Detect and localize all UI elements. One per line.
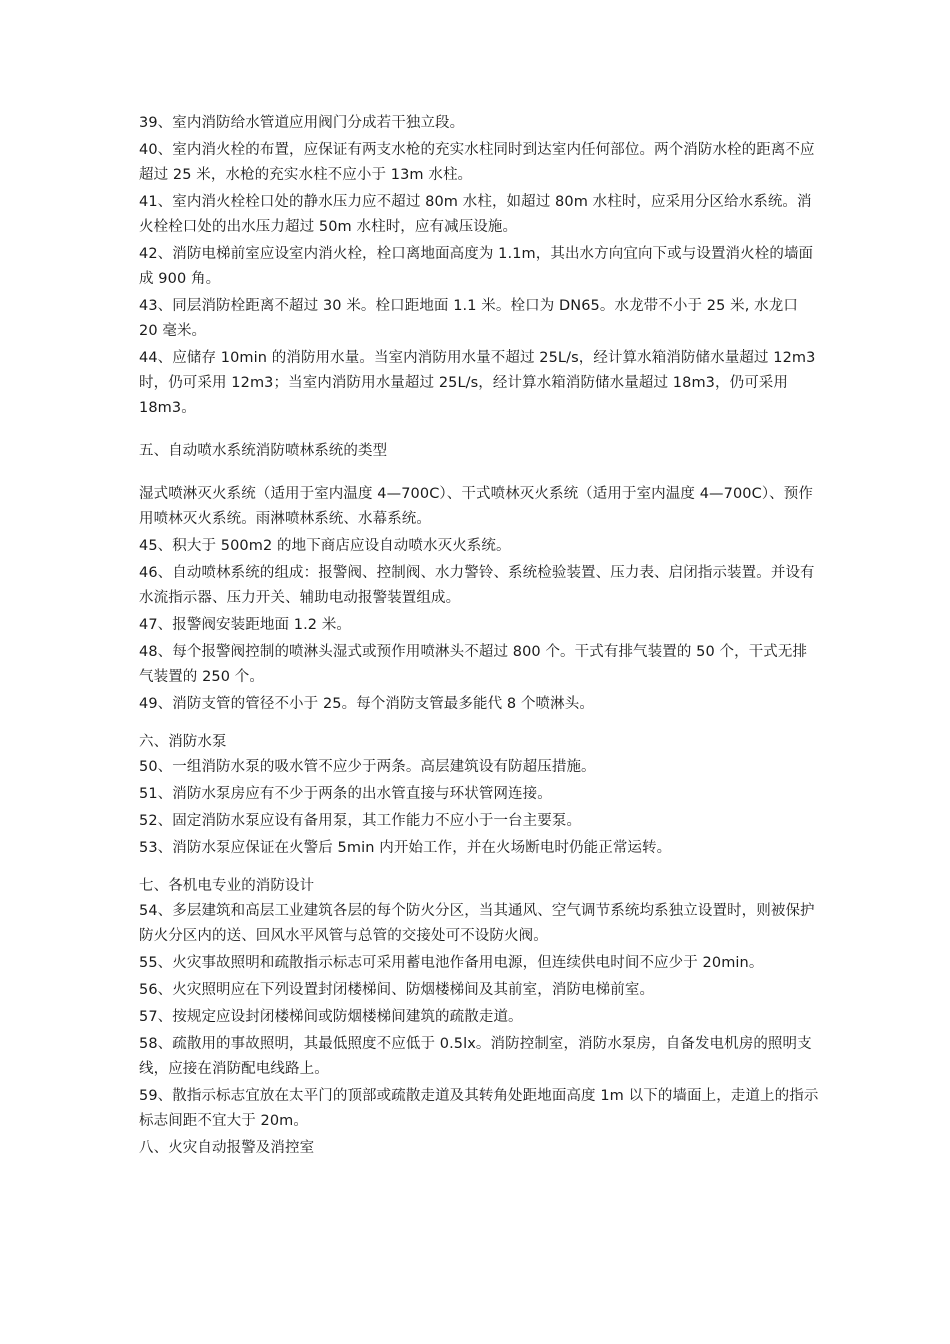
- item-45: 45、积大于 500m2 的地下商店应设自动喷水灭火系统。: [139, 538, 511, 554]
- item-51: 51、消防水泵房应有不少于两条的出水管直接与环状管网连接。: [139, 786, 552, 802]
- item-43: 43、同层消防栓距离不超过 30 米。栓口距地面 1.1 米。栓口为 DN65。水龙带不小于 25 米, 水龙口 20 毫米。: [139, 298, 798, 339]
- item-55: 55、火灾事故照明和疏散指示标志可采用蓄电池作备用电源，但连续供电时间不应少于 20min。: [139, 955, 764, 971]
- item-59: 59、散指示标志宜放在太平门的顶部或疏散走道及其转角处距地面高度 1m 以下的墙面上，走道上的指示标志间距不宜大于 20m。: [139, 1088, 819, 1129]
- item-54: 54、多层建筑和高层工业建筑各层的每个防火分区，当其通风、空气调节系统均系独立设置时，则被保护防火分区内的送、回风水平风管与总管的交接处可不设防火阀。: [139, 903, 815, 944]
- item-52: 52、固定消防水泵应设有备用泵，其工作能力不应小于一台主要泵。: [139, 813, 582, 829]
- item-50: 50、一组消防水泵的吸水管不应少于两条。高层建筑设有防超压措施。: [139, 759, 596, 775]
- item-53: 53、消防水泵应保证在火警后 5min 内开始工作，并在火场断电时仍能正常运转。: [139, 840, 672, 856]
- section-heading-5: 五、自动喷水系统消防喷林系统的类型: [139, 443, 388, 459]
- document-body: [139, 111, 819, 1161]
- item-42: 42、消防电梯前室应设室内消火栓，栓口离地面高度为 1.1m，其出水方向宜向下或与设置消火栓的墙面成 900 角。: [139, 246, 814, 287]
- section-heading-7: 七、各机电专业的消防设计: [139, 878, 315, 894]
- section-heading-8: 八、火灾自动报警及消控室: [139, 1140, 315, 1156]
- item-49: 49、消防支管的管径不小于 25。每个消防支管最多能代 8 个喷淋头。: [139, 696, 594, 712]
- item-41: 41、室内消火栓栓口处的静水压力应不超过 80m 水柱，如超过 80m 水柱时，应采用分区给水系统。消火栓栓口处的出水压力超过 50m 水柱时，应有减压设施。: [139, 194, 812, 235]
- sprinkler-types-paragraph: 湿式喷淋灭火系统（适用于室内温度 4—700C）、干式喷林灭火系统（适用于室内温度 4—700C）、预作用喷林灭火系统。雨淋喷林系统、水幕系统。: [139, 486, 813, 527]
- item-56: 56、火灾照明应在下列设置封闭楼梯间、防烟楼梯间及其前室，消防电梯前室。: [139, 982, 655, 998]
- item-48: 48、每个报警阀控制的喷淋头湿式或预作用喷淋头不超过 800 个。干式有排气装置的 50 个，干式无排气装置的 250 个。: [139, 644, 808, 685]
- item-39: 39、室内消防给水管道应用阀门分成若干独立段。: [139, 115, 465, 131]
- item-46: 46、自动喷林系统的组成：报警阀、控制阀、水力警铃、系统检验装置、压力表、启闭指示装置。并设有水流指示器、压力开关、辅助电动报警装置组成。: [139, 565, 815, 606]
- item-40: 40、室内消火栓的布置，应保证有两支水枪的充实水柱同时到达室内任何部位。两个消防水栓的距离不应超过 25 米，水枪的充实水柱不应小于 13m 水柱。: [139, 142, 815, 183]
- item-57: 57、按规定应设封闭楼梯间或防烟楼梯间建筑的疏散走道。: [139, 1009, 523, 1025]
- section-heading-6: 六、消防水泵: [139, 734, 227, 750]
- item-44: 44、应储存 10min 的消防用水量。当室内消防用水量不超过 25L/s，经计算水箱消防储水量超过 12m3 时，仍可采用 12m3；当室内消防用水量超过 25L/s，经计算水箱消防储水量超过 18m3，仍可采用 18m3。: [139, 350, 816, 416]
- item-58: 58、疏散用的事故照明，其最低照度不应低于 0.5lx。消防控制室，消防水泵房，自备发电机房的照明支线，应接在消防配电线路上。: [139, 1036, 812, 1077]
- item-47: 47、报警阀安装距地面 1.2 米。: [139, 617, 352, 633]
